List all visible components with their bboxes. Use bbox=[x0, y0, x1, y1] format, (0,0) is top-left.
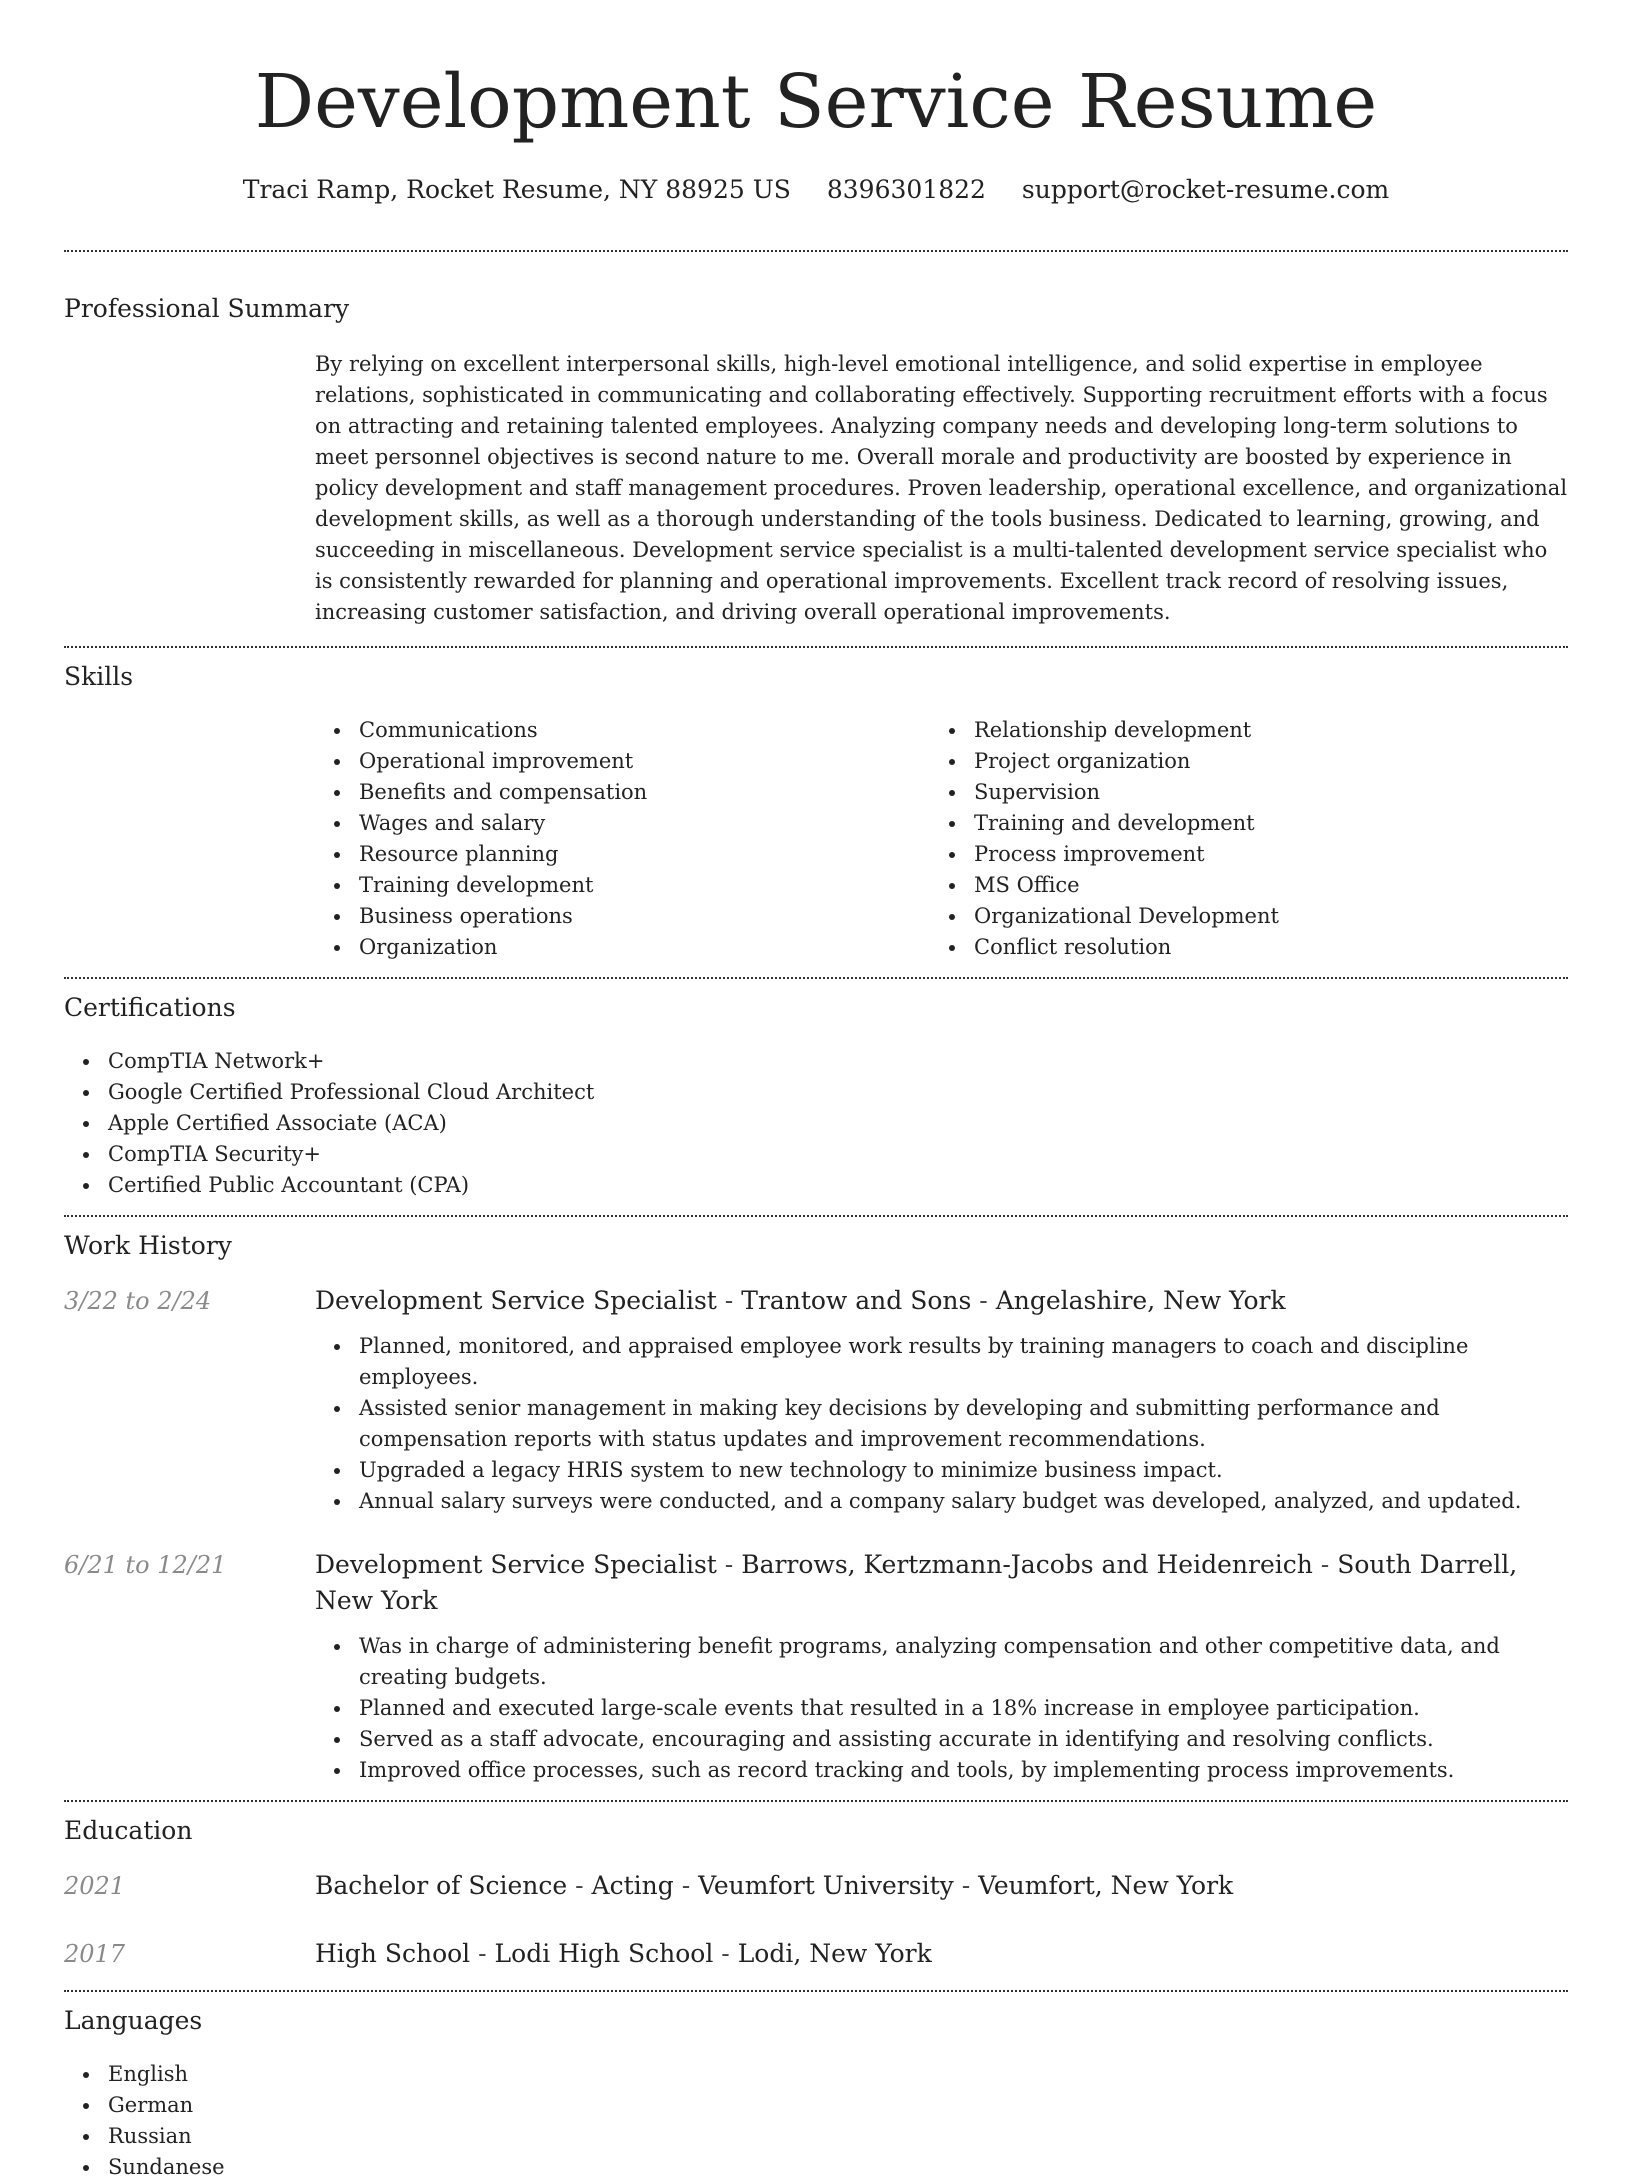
job-date: 6/21 to 12/21 bbox=[64, 1551, 227, 1579]
education-school: Lodi High School bbox=[494, 1939, 714, 1968]
job-date: 3/22 to 2/24 bbox=[64, 1287, 212, 1315]
separator: - bbox=[478, 1939, 487, 1968]
education-body bbox=[315, 1868, 1568, 1904]
job-company: Barrows, Kertzmann-Jacobs and Heidenreich bbox=[741, 1550, 1313, 1579]
education-section bbox=[64, 1814, 1568, 1972]
work-history-section bbox=[64, 1229, 1568, 1786]
section-title-skills: Skills bbox=[64, 662, 134, 691]
education-field: Acting bbox=[591, 1871, 674, 1900]
separator: - bbox=[681, 1871, 691, 1900]
separator: - bbox=[721, 1939, 730, 1968]
skill-item: Training development bbox=[315, 870, 930, 901]
certification-item: Google Certified Professional Cloud Architect bbox=[64, 1077, 1568, 1108]
certifications-section bbox=[64, 991, 1568, 1201]
skill-item: Conflict resolution bbox=[930, 932, 1545, 963]
education-location: Lodi, New York bbox=[737, 1939, 932, 1968]
separator: - bbox=[724, 1550, 734, 1579]
education-year: 2021 bbox=[64, 1872, 126, 1900]
skill-item: Benefits and compensation bbox=[315, 777, 930, 808]
certifications-list bbox=[64, 1046, 1568, 1201]
education-body bbox=[315, 1936, 1568, 1972]
language-item: German bbox=[64, 2090, 1568, 2121]
education-entry bbox=[64, 1868, 1568, 1904]
skill-item: Wages and salary bbox=[315, 808, 930, 839]
job-bullet: Upgraded a legacy HRIS system to new technology to minimize business impact. bbox=[315, 1455, 1568, 1486]
divider bbox=[64, 1800, 1568, 1802]
language-item: Russian bbox=[64, 2121, 1568, 2152]
skill-item: Communications bbox=[315, 715, 930, 746]
skill-item: Relationship development bbox=[930, 715, 1545, 746]
education-entry bbox=[64, 1936, 1568, 1972]
education-degree: High School bbox=[315, 1939, 471, 1968]
resume-page bbox=[64, 0, 1568, 2183]
job-entry bbox=[64, 1283, 1568, 1517]
skill-item: Organization bbox=[315, 932, 930, 963]
divider bbox=[64, 646, 1568, 648]
job-body bbox=[315, 1283, 1568, 1517]
skills-grid bbox=[315, 715, 1568, 963]
job-bullet: Was in charge of administering benefit programs, analyzing compensation and other competitive data, and creating budgets. bbox=[315, 1631, 1568, 1693]
section-title-education: Education bbox=[64, 1816, 193, 1845]
job-entry bbox=[64, 1547, 1568, 1786]
skill-item: Operational improvement bbox=[315, 746, 930, 777]
divider bbox=[64, 977, 1568, 979]
divider bbox=[64, 1990, 1568, 1992]
skills-list-right bbox=[930, 715, 1545, 963]
skills-list-left bbox=[315, 715, 930, 963]
job-bullet: Assisted senior management in making key decisions by developing and submitting performance and compensation reports with status updates and improvement recommendations. bbox=[315, 1393, 1568, 1455]
section-title-work-history: Work History bbox=[64, 1231, 232, 1260]
skill-item: Business operations bbox=[315, 901, 930, 932]
skill-item: Organizational Development bbox=[930, 901, 1545, 932]
separator: - bbox=[724, 1286, 734, 1315]
separator: - bbox=[961, 1871, 971, 1900]
job-role: Development Service Specialist bbox=[315, 1550, 717, 1579]
certification-item: Apple Certified Associate (ACA) bbox=[64, 1108, 1568, 1139]
job-bullets bbox=[315, 1631, 1568, 1786]
summary-section bbox=[64, 292, 1568, 628]
divider bbox=[64, 250, 1568, 252]
job-company: Trantow and Sons bbox=[741, 1286, 972, 1315]
resume-title: Development Service Resume bbox=[254, 59, 1378, 145]
contact-address: Traci Ramp, Rocket Resume, NY 88925 US bbox=[242, 175, 791, 204]
separator: - bbox=[1320, 1550, 1330, 1579]
job-heading bbox=[315, 1283, 1568, 1319]
skill-item: MS Office bbox=[930, 870, 1545, 901]
education-heading bbox=[315, 1936, 1568, 1972]
job-bullet: Annual salary surveys were conducted, and a company salary budget was developed, analyzed, and updated. bbox=[315, 1486, 1568, 1517]
section-title-languages: Languages bbox=[64, 2006, 203, 2035]
education-year: 2017 bbox=[64, 1940, 126, 1968]
job-role: Development Service Specialist bbox=[315, 1286, 717, 1315]
summary-text: By relying on excellent interpersonal skills, high-level emotional intelligence, and solid expertise in employee relations, sophisticated in communicating and collaborating effectively. Supporting recruitment efforts with a focus on attracting and retaining talented employees. Analyzing company needs and developing long-term solutions to meet personnel objectives is second nature to me. Overall morale and productivity are boosted by experience in policy development and staff management procedures. Proven leadership, operational excellence, and organizational development skills, as well as a thorough understanding of the tools business. Dedicated to learning, growing, and succeeding in miscellaneous. Development service specialist is a multi-talented development service specialist who is consistently rewarded for planning and operational improvements. Excellent track record of resolving issues, increasing customer satisfaction, and driving overall operational improvements. bbox=[315, 352, 1568, 624]
job-bullet: Planned, monitored, and appraised employee work results by training managers to coach and discipline employees. bbox=[315, 1331, 1568, 1393]
certification-item: CompTIA Security+ bbox=[64, 1139, 1568, 1170]
section-title-certifications: Certifications bbox=[64, 993, 236, 1022]
education-heading bbox=[315, 1868, 1568, 1904]
divider bbox=[64, 1215, 1568, 1217]
education-school: Veumfort University bbox=[698, 1871, 954, 1900]
job-body bbox=[315, 1547, 1568, 1786]
skills-section bbox=[64, 660, 1568, 963]
job-bullet: Improved office processes, such as record tracking and tools, by implementing process improvements. bbox=[315, 1755, 1568, 1786]
education-location: Veumfort, New York bbox=[978, 1871, 1234, 1900]
languages-list bbox=[64, 2059, 1568, 2183]
job-location: South Darrell, New York bbox=[315, 1550, 1518, 1615]
language-item: Sundanese bbox=[64, 2152, 1568, 2183]
separator: - bbox=[575, 1871, 584, 1900]
skill-item: Process improvement bbox=[930, 839, 1545, 870]
skill-item: Supervision bbox=[930, 777, 1545, 808]
contact-email: support@rocket-resume.com bbox=[1021, 175, 1390, 204]
job-location: Angelashire, New York bbox=[995, 1286, 1286, 1315]
section-title-summary: Professional Summary bbox=[64, 294, 350, 323]
language-item: English bbox=[64, 2059, 1568, 2090]
job-bullet: Planned and executed large-scale events that resulted in a 18% increase in employee participation. bbox=[315, 1693, 1568, 1724]
job-bullet: Served as a staff advocate, encouraging and assisting accurate in identifying and resolving conflicts. bbox=[315, 1724, 1568, 1755]
skill-item: Project organization bbox=[930, 746, 1545, 777]
certification-item: Certified Public Accountant (CPA) bbox=[64, 1170, 1568, 1201]
separator: - bbox=[979, 1286, 988, 1315]
job-bullets bbox=[315, 1331, 1568, 1517]
certification-item: CompTIA Network+ bbox=[64, 1046, 1568, 1077]
skill-item: Training and development bbox=[930, 808, 1545, 839]
contact-phone: 8396301822 bbox=[826, 175, 986, 204]
skill-item: Resource planning bbox=[315, 839, 930, 870]
job-heading bbox=[315, 1547, 1568, 1619]
languages-section bbox=[64, 2004, 1568, 2183]
contact-line bbox=[64, 172, 1568, 208]
education-degree: Bachelor of Science bbox=[315, 1871, 568, 1900]
